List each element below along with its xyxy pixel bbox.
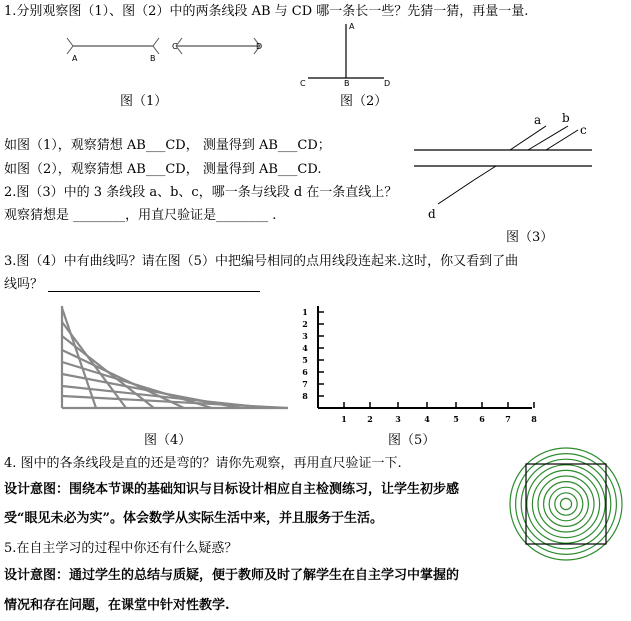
ring [560,498,571,509]
fig2-caption: 图（2） [340,94,388,109]
fig5-caption: 图（5） [388,433,436,448]
ring [521,459,611,549]
fig1-label-a: A [72,54,78,63]
q4-text: 4. 图中的各条线段是直的还是弯的？请你先观察，再用直尺验证一下. [4,456,402,471]
x-tick-3: 3 [395,414,401,424]
fig3-label-c: c [580,123,587,137]
x-tick-5: 5 [453,414,459,424]
fig3-label-a: a [534,113,542,127]
q3-text: 3.图（4）中有曲线吗？请在图（5）中把编号相同的点用线段连起来.这时，你又看到了曲 [4,254,519,269]
y-tick-3: 3 [302,331,308,341]
x-tick-2: 2 [367,414,373,424]
fig1-label-d: D [256,42,263,51]
x-tick-6: 6 [479,414,485,424]
figure-2 [298,20,408,90]
q4-intent-line1: 设计意图：围绕本节课的基础知识与目标设计相应自主检测练习，让学生初步感 [4,482,460,497]
figure-1 [65,28,165,68]
figure-4 [56,302,296,414]
x-tick-7: 7 [505,414,511,424]
concentric-circles-figure [508,446,624,562]
ring [532,470,599,537]
q4-intent-line2: 受“眼见未必为实”。体会数学从实际生活中来，并且服务于生活。 [4,511,383,526]
fig1-label-c: C [172,42,178,51]
y-tick-8: 8 [302,391,308,401]
x-tick-4: 4 [424,414,430,424]
figure-1-cd [168,28,268,68]
q3-answer-line [48,291,260,292]
q5-intent-line2: 情况和存在问题，在课堂中针对性教学. [4,598,230,613]
q1-line2: 如图（2），观察猜想 AB___CD， 测量得到 AB___CD. [4,162,322,177]
figure-3 [410,110,610,230]
fig2-label-b: B [344,79,350,88]
y-tick-6: 6 [302,367,308,377]
ring [516,454,617,555]
y-tick-1: 1 [302,307,308,317]
q1-line1: 如图（1），观察猜想 AB___CD， 测量得到 AB___CD； [4,138,331,153]
y-tick-4: 4 [302,343,308,353]
fig2-label-a: A [349,22,355,31]
fig3-label-b: b [562,111,570,125]
fig1-label-b: B [150,54,156,63]
q2-line2: 观察猜想是 ________，用直尺验证是________ . [4,208,277,223]
fig3-label-d: d [428,207,436,221]
figure-5 [296,300,536,430]
ring [544,482,589,527]
y-tick-7: 7 [302,379,308,389]
x-tick-1: 1 [341,414,347,424]
y-tick-2: 2 [302,319,308,329]
q1-text: 1.分别观察图（1）、图（2）中的两条线段 AB 与 CD 哪一条长一些？先猜一猜，再量一量. [4,4,529,19]
y-tick-5: 5 [302,355,308,365]
fig2-label-c: C [300,79,306,88]
fig1-caption: 图（1） [120,94,168,109]
ring [555,493,577,515]
fig2-label-d: D [384,79,391,88]
fig3-caption: 图（3） [506,230,554,245]
q5-text: 5.在自主学习的过程中你还有什么疑惑？ [4,541,238,556]
fig4-caption: 图（4） [144,433,192,448]
q3-line2: 线吗？ [4,277,44,292]
ring [538,476,594,532]
q2-text: 2.图（3）中的 3 条线段 a、b、c，哪一条与线段 d 在一条直线上？ [4,185,398,200]
x-tick-8: 8 [531,414,537,424]
q5-intent-line1: 设计意图：通过学生的总结与质疑，便于教师及时了解学生在自主学习中掌握的 [4,568,460,583]
